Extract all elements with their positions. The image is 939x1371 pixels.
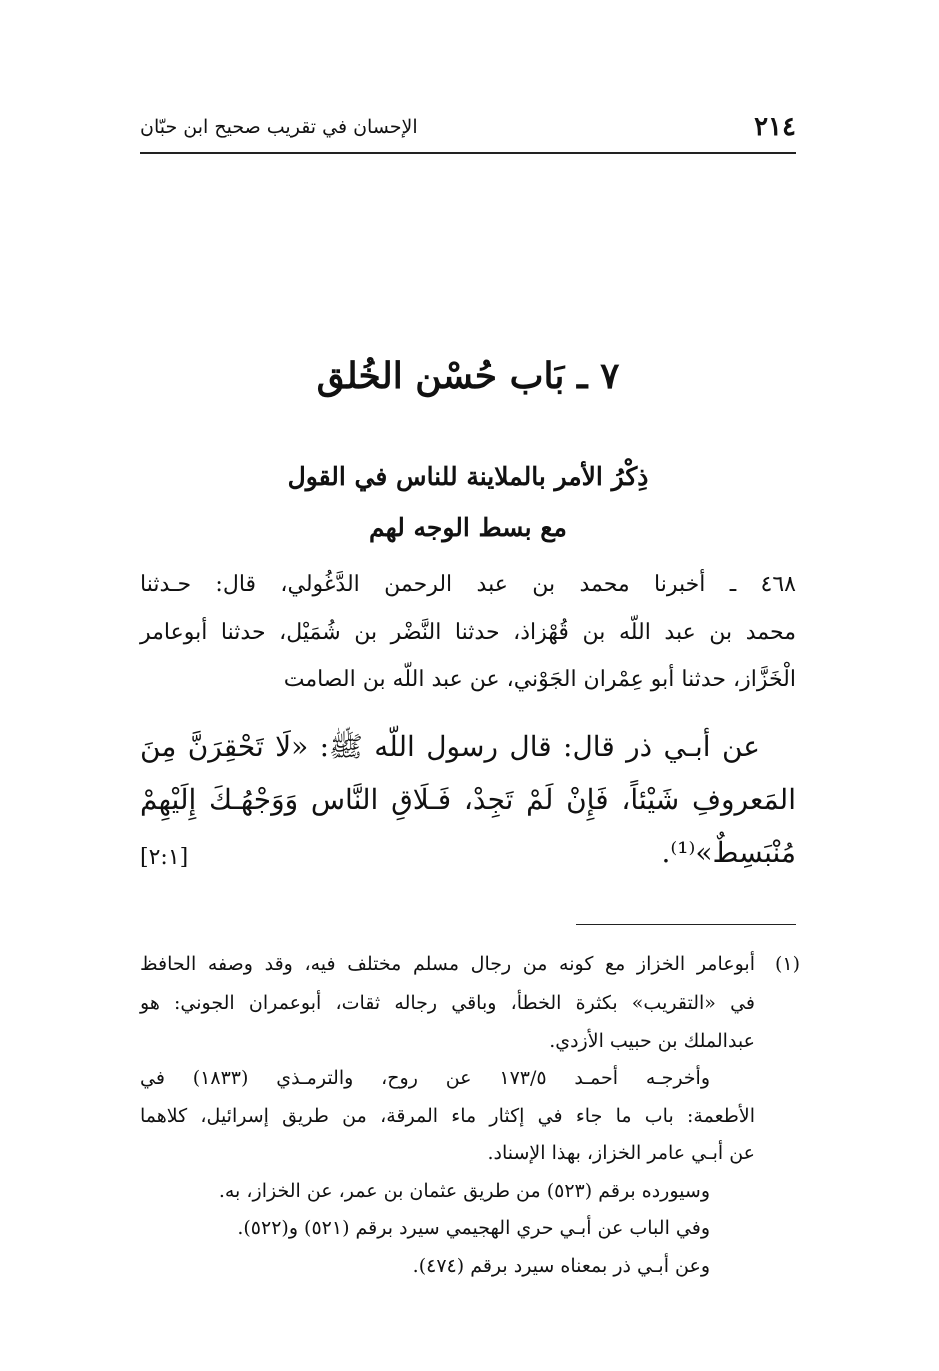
footnote-line: أبوعامر الخزاز مع كونه من رجال مسلم مختلف فيه، وقد وصفه الحافظ (140, 953, 755, 975)
isnad-line: ٤٦٨ ـ أخبرنا محمد بن عبد الرحمن الدَّغُولي، قال: حـدثنا (140, 572, 796, 597)
footnote-line: وفي الباب عن أبـي حري الهجيمي سيرد برقم (٥٢١) و(٥٢٢). (237, 1217, 710, 1239)
footnote-line: الأطعمة: باب ما جاء في إكثار ماء المرقة، من طريق إسرائيل، كلاهما (140, 1105, 755, 1127)
chapter-title: ٧ ـ بَاب حُسْن الخُلق (316, 355, 620, 397)
hadith-line: عن أبـي ذر قال: قال رسول اللّه ﷺ: «لَا تَحْقِرَنَّ مِنَ (140, 730, 760, 763)
footnote-marker: (١) (774, 953, 800, 975)
section-heading-line-1: ذِكْرُ الأمر بالملاينة للناس في القول (287, 462, 649, 491)
section-heading-line-2: مع بسط الوجه لهم (369, 513, 567, 542)
header-rule (140, 152, 796, 154)
footnote-line: عن أبـي عامر الخزاز، بهذا الإسناد. (487, 1142, 755, 1164)
footnote-line: عبدالملك بن حبيب الأزدي. (549, 1030, 755, 1052)
footnote-rule (576, 924, 796, 925)
hadith-line: المَعروفِ شَيْئاً، فَإِنْ لَمْ تَجِدْ، فَـلَاقِ النَّاس وَوَجْهُـكَ إِلَيْهِمْ (140, 783, 796, 816)
book-title: الإحسان في تقريب صحيح ابن حبّان (140, 116, 418, 138)
footnote-line: وسيورده برقم (٥٢٣) من طريق عثمان بن عمر، عن الخزاز، به. (218, 1180, 710, 1202)
page-number: ٢١٤ (754, 112, 796, 142)
footnote-line: وعن أبـي ذر بمعناه سيرد برقم (٤٧٤). (412, 1255, 710, 1277)
running-header (140, 112, 796, 152)
isnad-line: الْخَزَّاز، حدثنا أبو عِمْران الجَوْني، عن عبد اللّه بن الصامت (283, 667, 796, 692)
footnote-line: وأخرجـه أحمـد ١٧٣/٥ عن روح، والترمـذي (١٨٣٣) في (140, 1067, 710, 1089)
source-reference: [٢:١] (140, 845, 189, 870)
hadith-line: مُنْبَسِطٌ»⁽¹⁾. (661, 836, 796, 869)
footnote-line: في «التقريب» بكثرة الخطأ، وباقي رجاله ثقات، أبوعمران الجوني: هو (140, 992, 755, 1014)
isnad-line: محمد بن عبد اللّه بن قُهْزاذ، حدثنا النَّضْر بن شُمَيْل، حدثنا أبوعامر (140, 620, 796, 645)
